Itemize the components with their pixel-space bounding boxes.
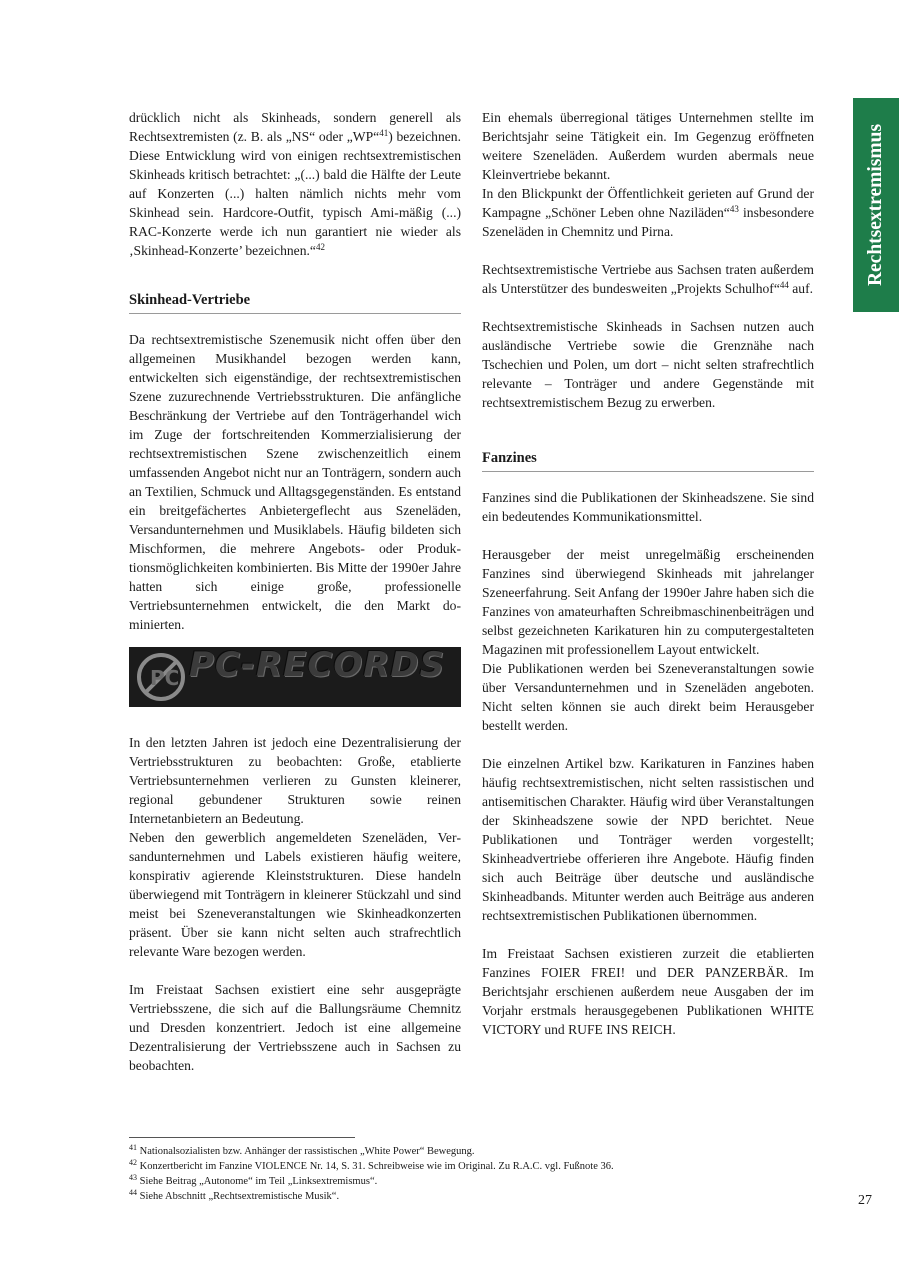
fanzines-paragraph-5: Im Freistaat Sachsen existieren zurzeit die etablierten Fanzines FOIER FREI! und DER PANZERBÄR. Im Berichtsjahr erschienen außerdem neue Ausgaben der im Vorjahr erstmals herausgegebenen Publikationen WHITE VICTORY und RUFE INS REICH. [482, 946, 814, 1037]
footnote-text: Siehe Abschnitt „Rechtsextremistische Musik“. [139, 1191, 340, 1202]
right-paragraph-3-text-2: auf. [788, 281, 814, 296]
footnote-text: Konzertbericht im Fanzine VIOLENCE Nr. 14, S. 31. Schreibweise wie im Original. Zu R.A.C. vgl. Fußnote 36. [139, 1161, 614, 1172]
footnote-number: 43 [129, 1173, 137, 1182]
left-column [129, 108, 461, 1075]
fanzines-paragraph-3: Die Publikationen werden bei Szeneveranstaltungen sowie über Versandunternehmen und in Szeneläden angeboten. Nicht selten können sie auch direkt beim Herausgeber bestellt werden. [482, 661, 814, 733]
footnote-ref-43[interactable]: 43 [729, 204, 739, 214]
footnote-ref-42[interactable]: 42 [315, 242, 325, 252]
pc-records-wordmark: PC-RECORDS [189, 647, 446, 685]
section-heading-skinhead-vertriebe: Skinhead-Vertriebe [129, 291, 461, 314]
vertriebe-paragraph-2: In den letzten Jahren ist jedoch eine Dezentralisierung der Vertriebsstrukturen zu beobachten: Große, etablierte Vertriebsunternehmen verlieren zu Gunsten kleinerer, regional gebundener Strukturen sowie reinen Internetanbietern an Bedeutung. [129, 735, 461, 826]
right-column [482, 108, 814, 1039]
footnote-42 [129, 1159, 829, 1174]
footnote-divider [129, 1137, 355, 1138]
pc-records-logo [129, 647, 461, 707]
footnote-43 [129, 1174, 829, 1189]
right-paragraph-3 [482, 260, 814, 298]
right-paragraph-1: Ein ehemals überregional tätiges Unternehmen stellte im Berichtsjahr seine Tätigkeit ein. Im Gegenzug eröffneten weitere Szeneläden. Außerdem wurden abermals neue Kleinvertriebe bekannt. [482, 110, 814, 182]
right-paragraph-2 [482, 184, 814, 241]
footnote-ref-41[interactable]: 41 [379, 128, 389, 138]
right-paragraph-2-text-2: insbesondere Szeneläden in Chemnitz und Pirna. [482, 205, 814, 239]
right-paragraph-4: Rechtsextremistische Skinheads in Sachsen nutzen auch ausländische Vertriebe sowie die Grenznähe nach Tschechien und Polen, um dort – nicht selten strafrechtlich relevante – Tonträger und andere Gegenstände mit rechtsextremistischem Bezug zu erwerben. [482, 319, 814, 410]
page-number: 27 [858, 1193, 872, 1208]
footnote-41 [129, 1144, 829, 1159]
fanzines-paragraph-2: Herausgeber der meist unregelmäßig erscheinenden Fanzines sind überwiegend Skinheads mit jahrelanger Szeneerfahrung. Seit Anfang der 1990er Jahre haben sich die Fanzines von amateurhaften Schreibmaschinenbeiträgen und selbst gezeichneten Karikaturen hin zu computergestalteten Magazinen mit professionellem Layout entwickelt. [482, 547, 814, 657]
footnote-number: 42 [129, 1158, 137, 1167]
right-paragraph-3-text-1: Rechtsextremistische Vertriebe aus Sachsen traten außerdem als Unterstützer des bundesweiten „Projekts Schulhof“ [482, 262, 814, 296]
vertriebe-paragraph-4: Im Freistaat Sachsen existiert eine sehr ausgeprägte Vertriebsszene, die sich auf die Ballungsräume Chemnitz und Dresden konzentriert. Jedoch ist eine allgemeine Dezentralisierung der Vertriebsszene auch in Sachsen zu beobachten. [129, 982, 461, 1073]
section-heading-fanzines: Fanzines [482, 449, 814, 472]
fanzines-paragraph-1: Fanzines sind die Publikationen der Skinheadszene. Sie sind ein bedeutendes Kommunikationsmittel. [482, 490, 814, 524]
right-paragraph-2-text-1: In den Blickpunkt der Öffentlichkeit gerieten auf Grund der Kampagne „Schöner Leben ohne Naziläden“ [482, 186, 814, 220]
section-tab-label: Rechtsextremismus [865, 123, 887, 287]
footnote-number: 44 [129, 1188, 137, 1197]
footnote-text: Siehe Beitrag „Autonome“ im Teil „Linksextremismus“. [139, 1176, 378, 1187]
vertriebe-paragraph-3: Neben den gewerblich angemeldeten Szeneläden, Versandunternehmen und Labels existieren häufig weitere, konspirativ agierende Kleinststrukturen. Diese handeln überwiegend mit Tonträgern in kleinerer Stückzahl und sind meist bei Szeneveranstaltungen wie Skinheadkonzerten präsent. Über sie kann nicht selten auch strafrechtlich relevante Ware bezogen werden. [129, 830, 461, 959]
footnote-44 [129, 1189, 829, 1204]
intro-paragraph [129, 108, 461, 260]
footnote-number: 41 [129, 1143, 137, 1152]
intro-text-2: ) bezeichnen. Diese Entwicklung wird von einigen rechtsextremistischen Skinheads kritisch betrachtet: „(...) bald die Hälfte der Leute auf Konzerten (...) halten nämlich nichts mehr vom Skinhead sein. Hardcore-Outfit, typisch Ami-mäßig (...) RAC-Konzerte werde ich nun garantiert nie wieder als ‚Skinhead-Konzerte’ bezeichnen.“ [129, 129, 461, 258]
footnote-ref-44[interactable]: 44 [779, 280, 789, 290]
section-tab [853, 98, 899, 312]
vertriebe-paragraph-1: Da rechtsextremistische Szenemusik nicht offen über den allgemeinen Musikhandel bezogen werden kann, entwickelten sich eigenständige, der rechtsextremistischen Szene zuzurechnende Vertriebsstrukturen. Die anfängliche Beschränkung der Vertriebe auf den Tonträgerhandel wich im Zuge der fortschreitenden Kommerzialisierung der rechtsextremistischen Szene zwischenzeitlich einem umfassenden Angebot nicht nur an Tonträgern, sondern auch an Textilien, Schmuck und Alltagsgegenständen. Es entstand ein breitgefächertes Anbietergeflecht aus Szeneläden, Versandunternehmen und Musiklabels. Häufig bildeten sich Mischformen, die mehrere Angebots- oder Produktionsmöglichkeiten kombinierten. Bis Mitte der 1990er Jahre hatten sich einige große, professionelle Vertriebsunternehmen entwickelt, die den Markt dominierten. [129, 332, 461, 632]
footnote-text: Nationalsozialisten bzw. Anhänger der rassistischen „White Power“ Bewegung. [139, 1146, 475, 1157]
footnotes [129, 1144, 829, 1204]
fanzines-paragraph-4: Die einzelnen Artikel bzw. Karikaturen in Fanzines haben häufig rechtsextremistischen, nicht selten rassistischen und antisemitischen Charakter. Häufig wird über Veranstaltungen der Skinheadszene sowie der NPD berichtet. Neue Publikationen und Tonträger werden vorgestellt; Skinheadvertriebe offerieren ihre Angebote. Häufig finden sich auch Beiträge über deutsche und ausländische Skinheadbands. Mitunter werden auch Beiträge aus anderen rechtsextremistischen Publikationen übernommen. [482, 756, 814, 923]
intro-text-1: drücklich nicht als Skinheads, sondern generell als Rechtsextremisten (z. B. als „NS“ oder „WP“ [129, 110, 461, 144]
pc-records-initials: PC [150, 666, 180, 690]
